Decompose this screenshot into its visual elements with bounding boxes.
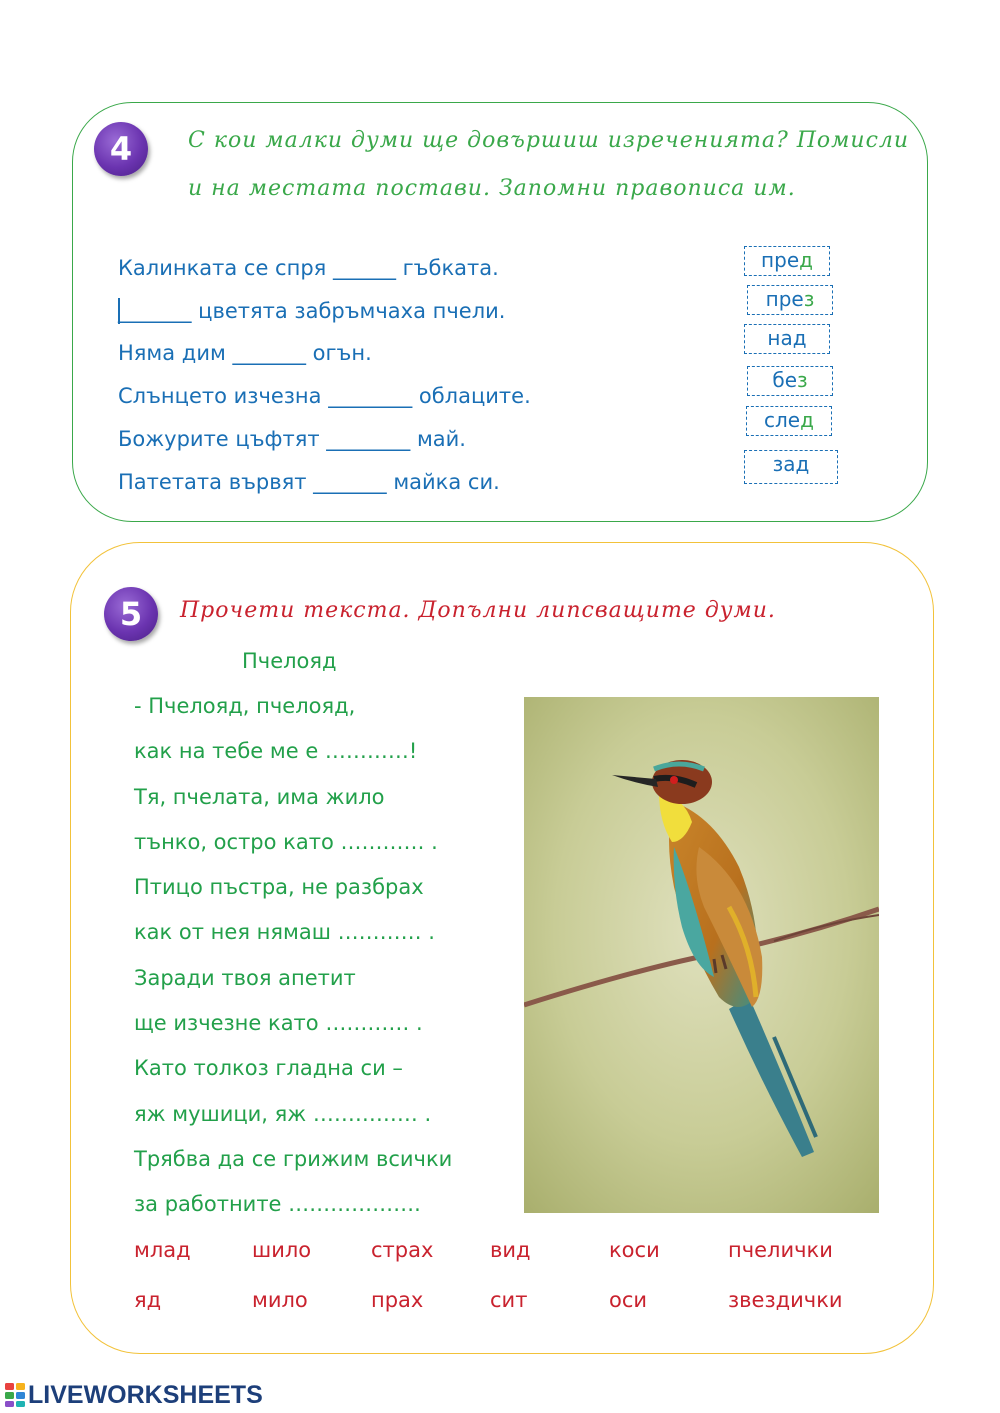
poem-line-4[interactable]: тънко, остро като ………… . (134, 830, 438, 854)
option-zvezdichki[interactable]: звездички (728, 1288, 843, 1312)
draggable-word-zad[interactable] (744, 450, 838, 484)
option-yad[interactable]: яд (134, 1288, 162, 1312)
option-milo[interactable]: мило (252, 1288, 308, 1312)
poem-line-8[interactable]: ще изчезне като ………… . (134, 1011, 423, 1035)
poem-line-12[interactable]: за работните ………………. (134, 1192, 421, 1216)
option-kosi[interactable]: коси (609, 1238, 660, 1262)
poem-line-1: - Пчелояд, пчелояд, (134, 694, 356, 718)
sentence-2-text: _______ цветята забръмчаха пчели. (118, 299, 506, 323)
option-mlad[interactable]: млад (134, 1238, 191, 1262)
poem-line-10[interactable]: яж мушици, яж …………… . (134, 1102, 432, 1126)
sentence-6: Патетата вървят _______ майка си. (118, 470, 500, 494)
word-stem: бе (772, 368, 797, 392)
liveworksheets-logo[interactable] (4, 1380, 263, 1410)
poem-line-9: Като толкоз гладна си – (134, 1056, 403, 1080)
draggable-word-sled[interactable] (746, 406, 832, 436)
exercise-4-number-badge: 4 (94, 122, 148, 176)
word-stem: сле (764, 408, 801, 432)
poem-title: Пчелояд (242, 649, 337, 673)
poem-line-3: Тя, пчелата, има жило (134, 785, 385, 809)
word-stem: пре (761, 248, 800, 272)
poem-line-6[interactable]: как от нея нямаш ………… . (134, 920, 435, 944)
option-sit[interactable]: сит (490, 1288, 528, 1312)
word-stem: над (767, 326, 807, 350)
option-osi[interactable]: оси (609, 1288, 648, 1312)
word-last-letter: з (803, 287, 815, 311)
poem-line-5: Птицо пъстра, не разбрах (134, 875, 424, 899)
poem-line-7: Заради твоя апетит (134, 966, 356, 990)
option-vid[interactable]: вид (490, 1238, 531, 1262)
word-stem: зад (772, 452, 810, 476)
option-shilo[interactable]: шило (252, 1238, 312, 1262)
draggable-word-bez[interactable] (747, 366, 833, 396)
poem-line-11: Трябва да се грижим всички (134, 1147, 453, 1171)
option-prah[interactable]: прах (371, 1288, 424, 1312)
sentence-4: Слънцето изчезна ________ облаците. (118, 384, 531, 408)
sentence-1: Калинката се спря ______ гъбката. (118, 256, 499, 280)
word-last-letter: д (799, 248, 813, 272)
draggable-word-pred[interactable] (744, 246, 830, 276)
word-last-letter: д (800, 408, 814, 432)
sentence-2[interactable] (118, 298, 505, 324)
sentence-3: Няма дим _______ огън. (118, 341, 372, 365)
word-last-letter: з (797, 368, 808, 392)
liveworksheets-logo-text: LIVEWORKSHEETS (28, 1380, 263, 1409)
option-strah[interactable]: страх (371, 1238, 434, 1262)
poem-line-2[interactable]: как на тебе ме е …………! (134, 739, 418, 763)
liveworksheets-logo-icon (4, 1382, 26, 1408)
exercise-5-instruction: Прочети текста. Допълни липсващите думи. (180, 598, 776, 623)
option-pchelichki[interactable]: пчелички (728, 1238, 833, 1262)
exercise-4-instruction-line1: С кои малки думи ще довършиш изреченията? Помисли (188, 128, 910, 153)
exercise-5-number-badge: 5 (104, 587, 158, 641)
draggable-word-prez[interactable] (747, 285, 833, 315)
draggable-word-nad[interactable] (744, 324, 830, 354)
sentence-5: Божурите цъфтят ________ май. (118, 427, 466, 451)
exercise-4-instruction-line2: и на местата постави. Запомни правописа им. (188, 176, 796, 201)
bee-eater-photo (524, 697, 879, 1213)
word-stem: пре (765, 287, 804, 311)
